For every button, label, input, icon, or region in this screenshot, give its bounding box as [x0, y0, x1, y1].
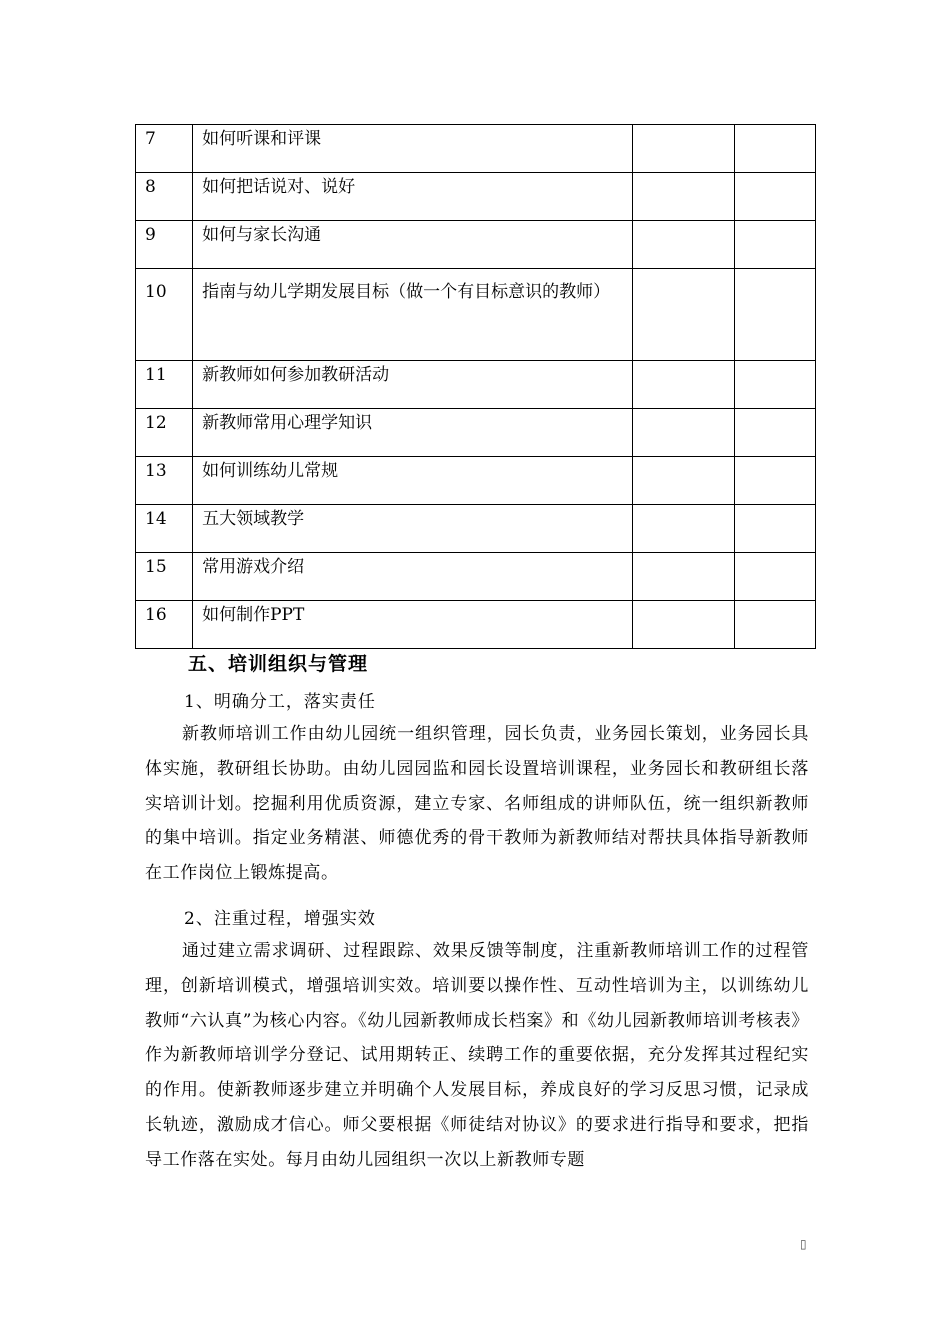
row-topic: 新教师如何参加教研活动 — [193, 361, 633, 409]
training-topics-table — [135, 124, 816, 649]
subheading-division-of-labor: 1、明确分工，落实责任 — [184, 692, 376, 712]
table-row — [136, 221, 816, 269]
section-heading: 五、培训组织与管理 — [188, 653, 369, 675]
row-topic: 如何训练幼儿常规 — [193, 457, 633, 505]
row-number: 13 — [136, 457, 193, 505]
row-topic: 如何把话说对、说好 — [193, 173, 633, 221]
empty-cell — [734, 269, 815, 361]
empty-cell — [734, 553, 815, 601]
row-number: 8 — [136, 173, 193, 221]
empty-cell — [632, 553, 734, 601]
empty-cell — [734, 361, 815, 409]
empty-cell — [734, 601, 815, 649]
table-row — [136, 173, 816, 221]
row-number: 9 — [136, 221, 193, 269]
page-number: ▯ — [800, 1237, 807, 1251]
table-row — [136, 505, 816, 553]
table-row — [136, 553, 816, 601]
row-topic: 如何与家长沟通 — [193, 221, 633, 269]
table-row — [136, 409, 816, 457]
subheading-process: 2、注重过程，增强实效 — [184, 909, 376, 929]
empty-cell — [632, 361, 734, 409]
row-topic: 新教师常用心理学知识 — [193, 409, 633, 457]
table-row — [136, 601, 816, 649]
row-topic: 五大领域教学 — [193, 505, 633, 553]
row-number: 16 — [136, 601, 193, 649]
empty-cell — [632, 601, 734, 649]
empty-cell — [632, 505, 734, 553]
row-number: 10 — [136, 269, 193, 361]
empty-cell — [632, 173, 734, 221]
row-topic: 如何听课和评课 — [193, 125, 633, 173]
table-row — [136, 361, 816, 409]
empty-cell — [632, 269, 734, 361]
empty-cell — [734, 221, 815, 269]
row-topic: 如何制作PPT — [193, 601, 633, 649]
row-number: 14 — [136, 505, 193, 553]
empty-cell — [734, 457, 815, 505]
paragraph-organization: 新教师培训工作由幼儿园统一组织管理，园长负责，业务园长策划，业务园长具体实施，教研组长协助。由幼儿园园监和园长设置培训课程，业务园长和教研组长落实培训计划。挖掘利用优质资源，建立专家、名师组成的讲师队伍，统一组织新教师的集中培训。指定业务精湛、师德优秀的骨干教师为新教师结对帮扶具体指导新教师在工作岗位上锻炼提高。 — [145, 724, 809, 884]
empty-cell — [632, 221, 734, 269]
empty-cell — [734, 125, 815, 173]
row-topic: 指南与幼儿学期发展目标（做一个有目标意识的教师） — [193, 269, 633, 361]
row-number: 12 — [136, 409, 193, 457]
empty-cell — [734, 409, 815, 457]
table-row — [136, 457, 816, 505]
row-number: 11 — [136, 361, 193, 409]
row-topic: 常用游戏介绍 — [193, 553, 633, 601]
empty-cell — [632, 409, 734, 457]
empty-cell — [632, 457, 734, 505]
row-number: 15 — [136, 553, 193, 601]
row-number: 7 — [136, 125, 193, 173]
empty-cell — [632, 125, 734, 173]
empty-cell — [734, 505, 815, 553]
empty-cell — [734, 173, 815, 221]
table-row — [136, 125, 816, 173]
paragraph-process: 通过建立需求调研、过程跟踪、效果反馈等制度，注重新教师培训工作的过程管理，创新培训模式，增强培训实效。培训要以操作性、互动性培训为主，以训练幼儿教师“六认真”为核心内容。《幼儿园新教师成长档案》和《幼儿园新教师培训考核表》作为新教师培训学分登记、试用期转正、续聘工作的重要依据，充分发挥其过程纪实的作用。使新教师逐步建立并明确个人发展目标，养成良好的学习反思习惯，记录成长轨迹，激励成才信心。师父要根据《师徒结对协议》的要求进行指导和要求，把指导工作落在实处。每月由幼儿园组织一次以上新教师专题 — [145, 941, 809, 1170]
table-row — [136, 269, 816, 361]
